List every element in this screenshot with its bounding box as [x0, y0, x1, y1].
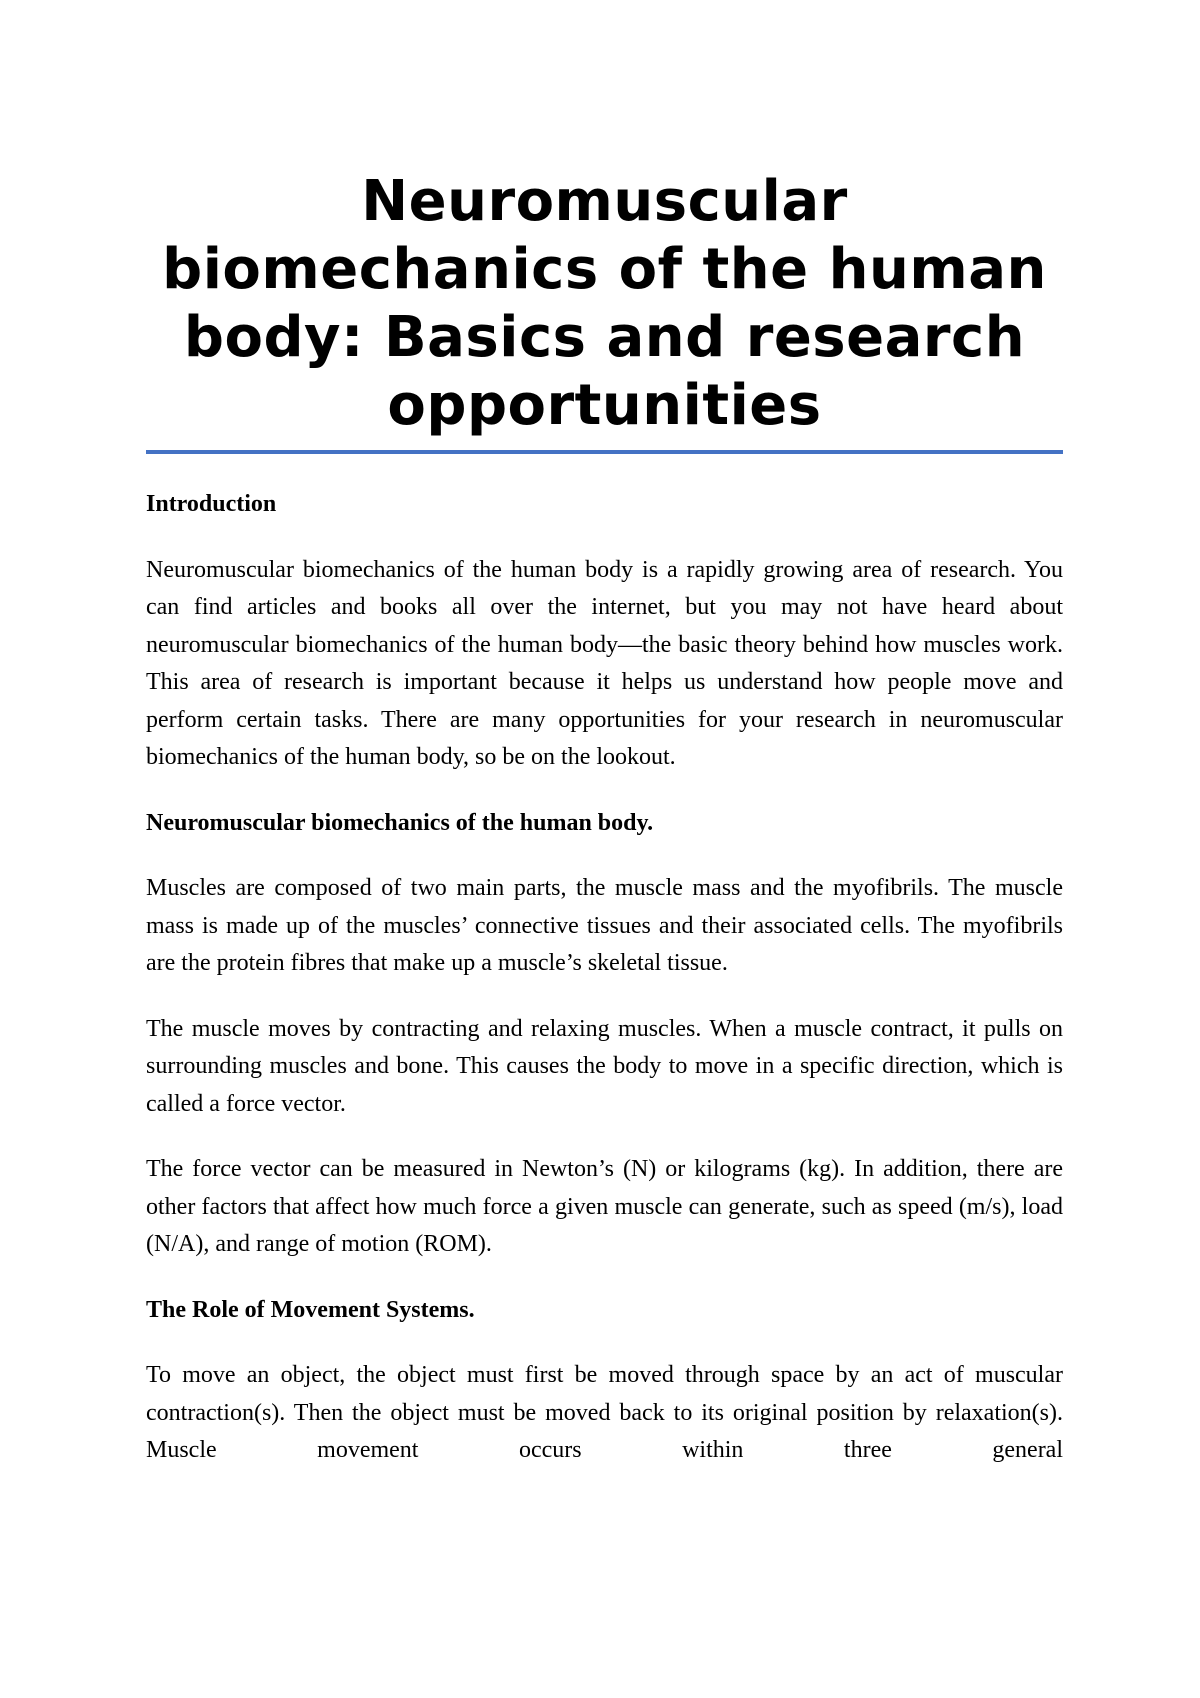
section-heading-movement-systems: The Role of Movement Systems.	[146, 1296, 475, 1323]
title-underline-rule	[146, 450, 1063, 454]
document-body	[146, 168, 1063, 1470]
section-heading-introduction: Introduction	[146, 491, 277, 517]
muscle-movement-paragraph: The muscle moves by contracting and relaxing muscles. When a muscle contract, it pulls on surrounding muscles and bone. This causes the body to move in a specific direction, which is called a force vector.	[146, 1015, 1063, 1117]
movement-systems-paragraph: To move an object, the object must first be moved through space by an act of muscular contraction(s). Then the object must be moved back to its original position by relaxation(s). Muscle movement occurs within three general	[146, 1362, 1063, 1463]
force-vector-paragraph: The force vector can be measured in Newton’s (N) or kilograms (kg). In addition, there are other factors that affect how much force a given muscle can generate, such as speed (m/s), load (N/A), and range of motion (ROM).	[146, 1156, 1063, 1257]
document-title: Neuromuscular biomechanics of the human body: Basics and research opportunities	[162, 169, 1047, 438]
muscles-composition-paragraph: Muscles are composed of two main parts, the muscle mass and the myofibrils. The muscle mass is made up of the muscles’ connective tissues and their associated cells. The myofibrils are the protein fibres that make up a muscle’s skeletal tissue.	[146, 875, 1063, 976]
section-heading-neuromuscular: Neuromuscular biomechanics of the human body.	[146, 809, 654, 836]
introduction-paragraph: Neuromuscular biomechanics of the human body is a rapidly growing area of research. You can find articles and books all over the internet, but you may not have heard about neuromuscular biomechanics of the human body—the basic theory behind how muscles work. This area of research is important because it helps us understand how people move and perform certain tasks. There are many opportunities for your research in neuromuscular biomechanics of the human body, so be on the lookout.	[146, 556, 1063, 770]
